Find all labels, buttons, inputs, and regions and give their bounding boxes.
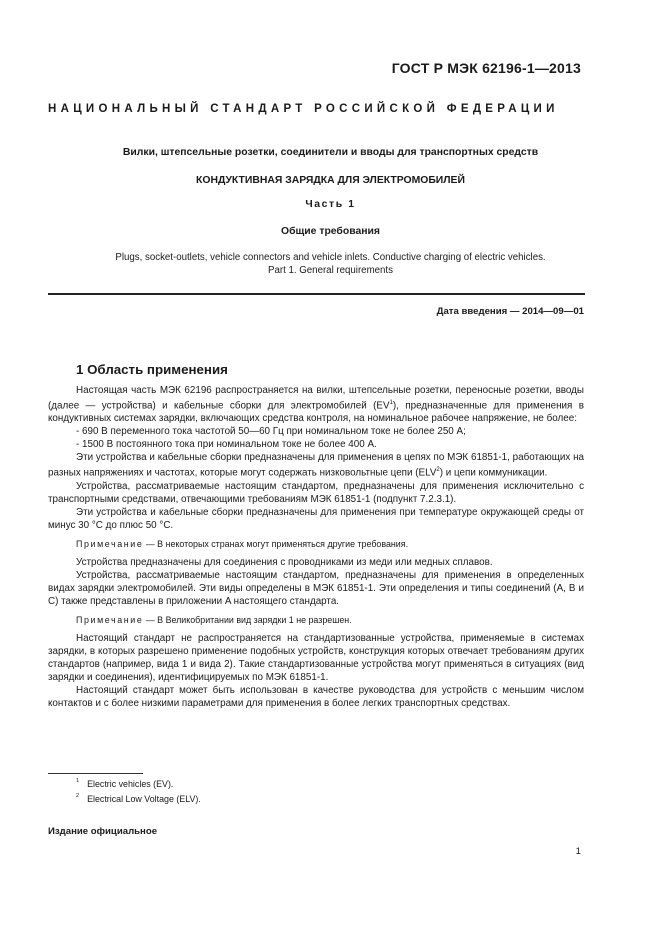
footnote-1: $^1$ Electric vehicles (EV). bbox=[76, 778, 174, 789]
footnote-ref-1: 1 bbox=[389, 400, 393, 406]
note-2-label: Примечание bbox=[76, 614, 144, 625]
header-divider bbox=[48, 293, 585, 295]
footnote-2: $^2$ Electrical Low Voltage (ELV). bbox=[76, 793, 201, 804]
title-line-1: Вилки, штепсельные розетки, соединители и вводы для транспортных средств bbox=[122, 147, 539, 158]
english-title bbox=[48, 252, 613, 277]
note-2: Примечание — В Великобритании вид зарядки 1 не разрешен. bbox=[76, 614, 352, 625]
note-1-label: Примечание bbox=[76, 538, 144, 549]
national-standard-heading: НАЦИОНАЛЬНЫЙ СТАНДАРТ РОССИЙСКОЙ ФЕДЕРАЦИИ bbox=[48, 103, 559, 115]
standard-id: ГОСТ Р МЭК 62196-1—2013 bbox=[391, 60, 581, 76]
intro-date: Дата введения — 2014—09—01 bbox=[436, 306, 584, 317]
part-label: Часть 1 bbox=[305, 199, 356, 210]
english-title-line-2: Part 1. General requirements bbox=[268, 264, 393, 276]
section-body bbox=[48, 384, 584, 710]
page-number: 1 bbox=[575, 846, 581, 857]
subtitle: Общие требования bbox=[281, 226, 380, 237]
paragraph-7: Настоящий стандарт не распространяется на стандартизованные устройства, применяемые в системах зарядки, в которых разрешено применение подобных устройств, конструкция которых отвечает требованиям других стандартов (например, вида 1 и вида 2). Такие стандартизованные устройства могут применяться в ситуациях (вид зарядки и соединения), идентифицируемых по МЭК 61851-1. bbox=[48, 632, 584, 683]
edition-label: Издание официальное bbox=[48, 826, 158, 837]
paragraph-2: Эти устройства и кабельные сборки предназначены для применения в цепях по МЭК 61851-1, работающих на разных напряжениях и частотах, которые могут содержать низковольтные цепи (ELV$^2$) и цепи коммуникации. bbox=[48, 452, 584, 479]
list-item-1: - 690 В переменного тока частотой 50—60 Гц при номинальном токе не более 250 А; bbox=[76, 426, 466, 438]
paragraph-8: Настоящий стандарт может быть использован в качестве руководства для устройств с меньшим числом контактов и с более низкими параметрами для применения в более легких транспортных средствах. bbox=[48, 684, 584, 709]
paragraph-5: Устройства предназначены для соединения с проводниками из меди или медных сплавов. bbox=[76, 556, 493, 568]
paragraph-1: Настоящая часть МЭК 62196 распространяется на вилки, штепсельные розетки, переносные розетки, вводы (далее — устройства) и кабельные сборки для электромобилей $(EV^1)$, предназначенные для применения в кондуктивных системах зарядки, включающих средства контроля, на номинальное рабочее напряжение, не более: bbox=[48, 385, 584, 425]
footnote-ref-2: 2 bbox=[436, 467, 440, 474]
paragraph-6: Устройства, рассматриваемые настоящим стандартом, предназначены для применения в определенных видах зарядки электромобилей. Эти виды определены в МЭК 61851-1. Эти определения и типы соединений (A, B и C) также представлены в приложении A настоящего стандарта. bbox=[48, 569, 584, 607]
section-heading: 1 Область применения bbox=[76, 362, 228, 377]
paragraph-4: Эти устройства и кабельные сборки предназначены для применения при температуре окружающей среды от минус 30 °C до плюс 50 °C. bbox=[48, 506, 584, 531]
list-item-2: - 1500 В постоянного тока при номинальном токе не более 400 А. bbox=[76, 439, 377, 451]
note-1: Примечание — В некоторых странах могут применяться другие требования. bbox=[76, 538, 409, 549]
footnote-divider bbox=[48, 773, 143, 774]
title-line-2: КОНДУКТИВНАЯ ЗАРЯДКА ДЛЯ ЭЛЕКТРОМОБИЛЕЙ bbox=[196, 175, 465, 186]
paragraph-3: Устройства, рассматриваемые настоящим стандартом, предназначены для применения исключительно с транспортными средствами, отвечающими требованиям МЭК 61851-1 (подпункт 7.2.3.1). bbox=[48, 480, 584, 505]
english-title-line-1: Plugs, socket-outlets, vehicle connectors and vehicle inlets. Conductive charging of electric vehicles. bbox=[115, 252, 546, 263]
